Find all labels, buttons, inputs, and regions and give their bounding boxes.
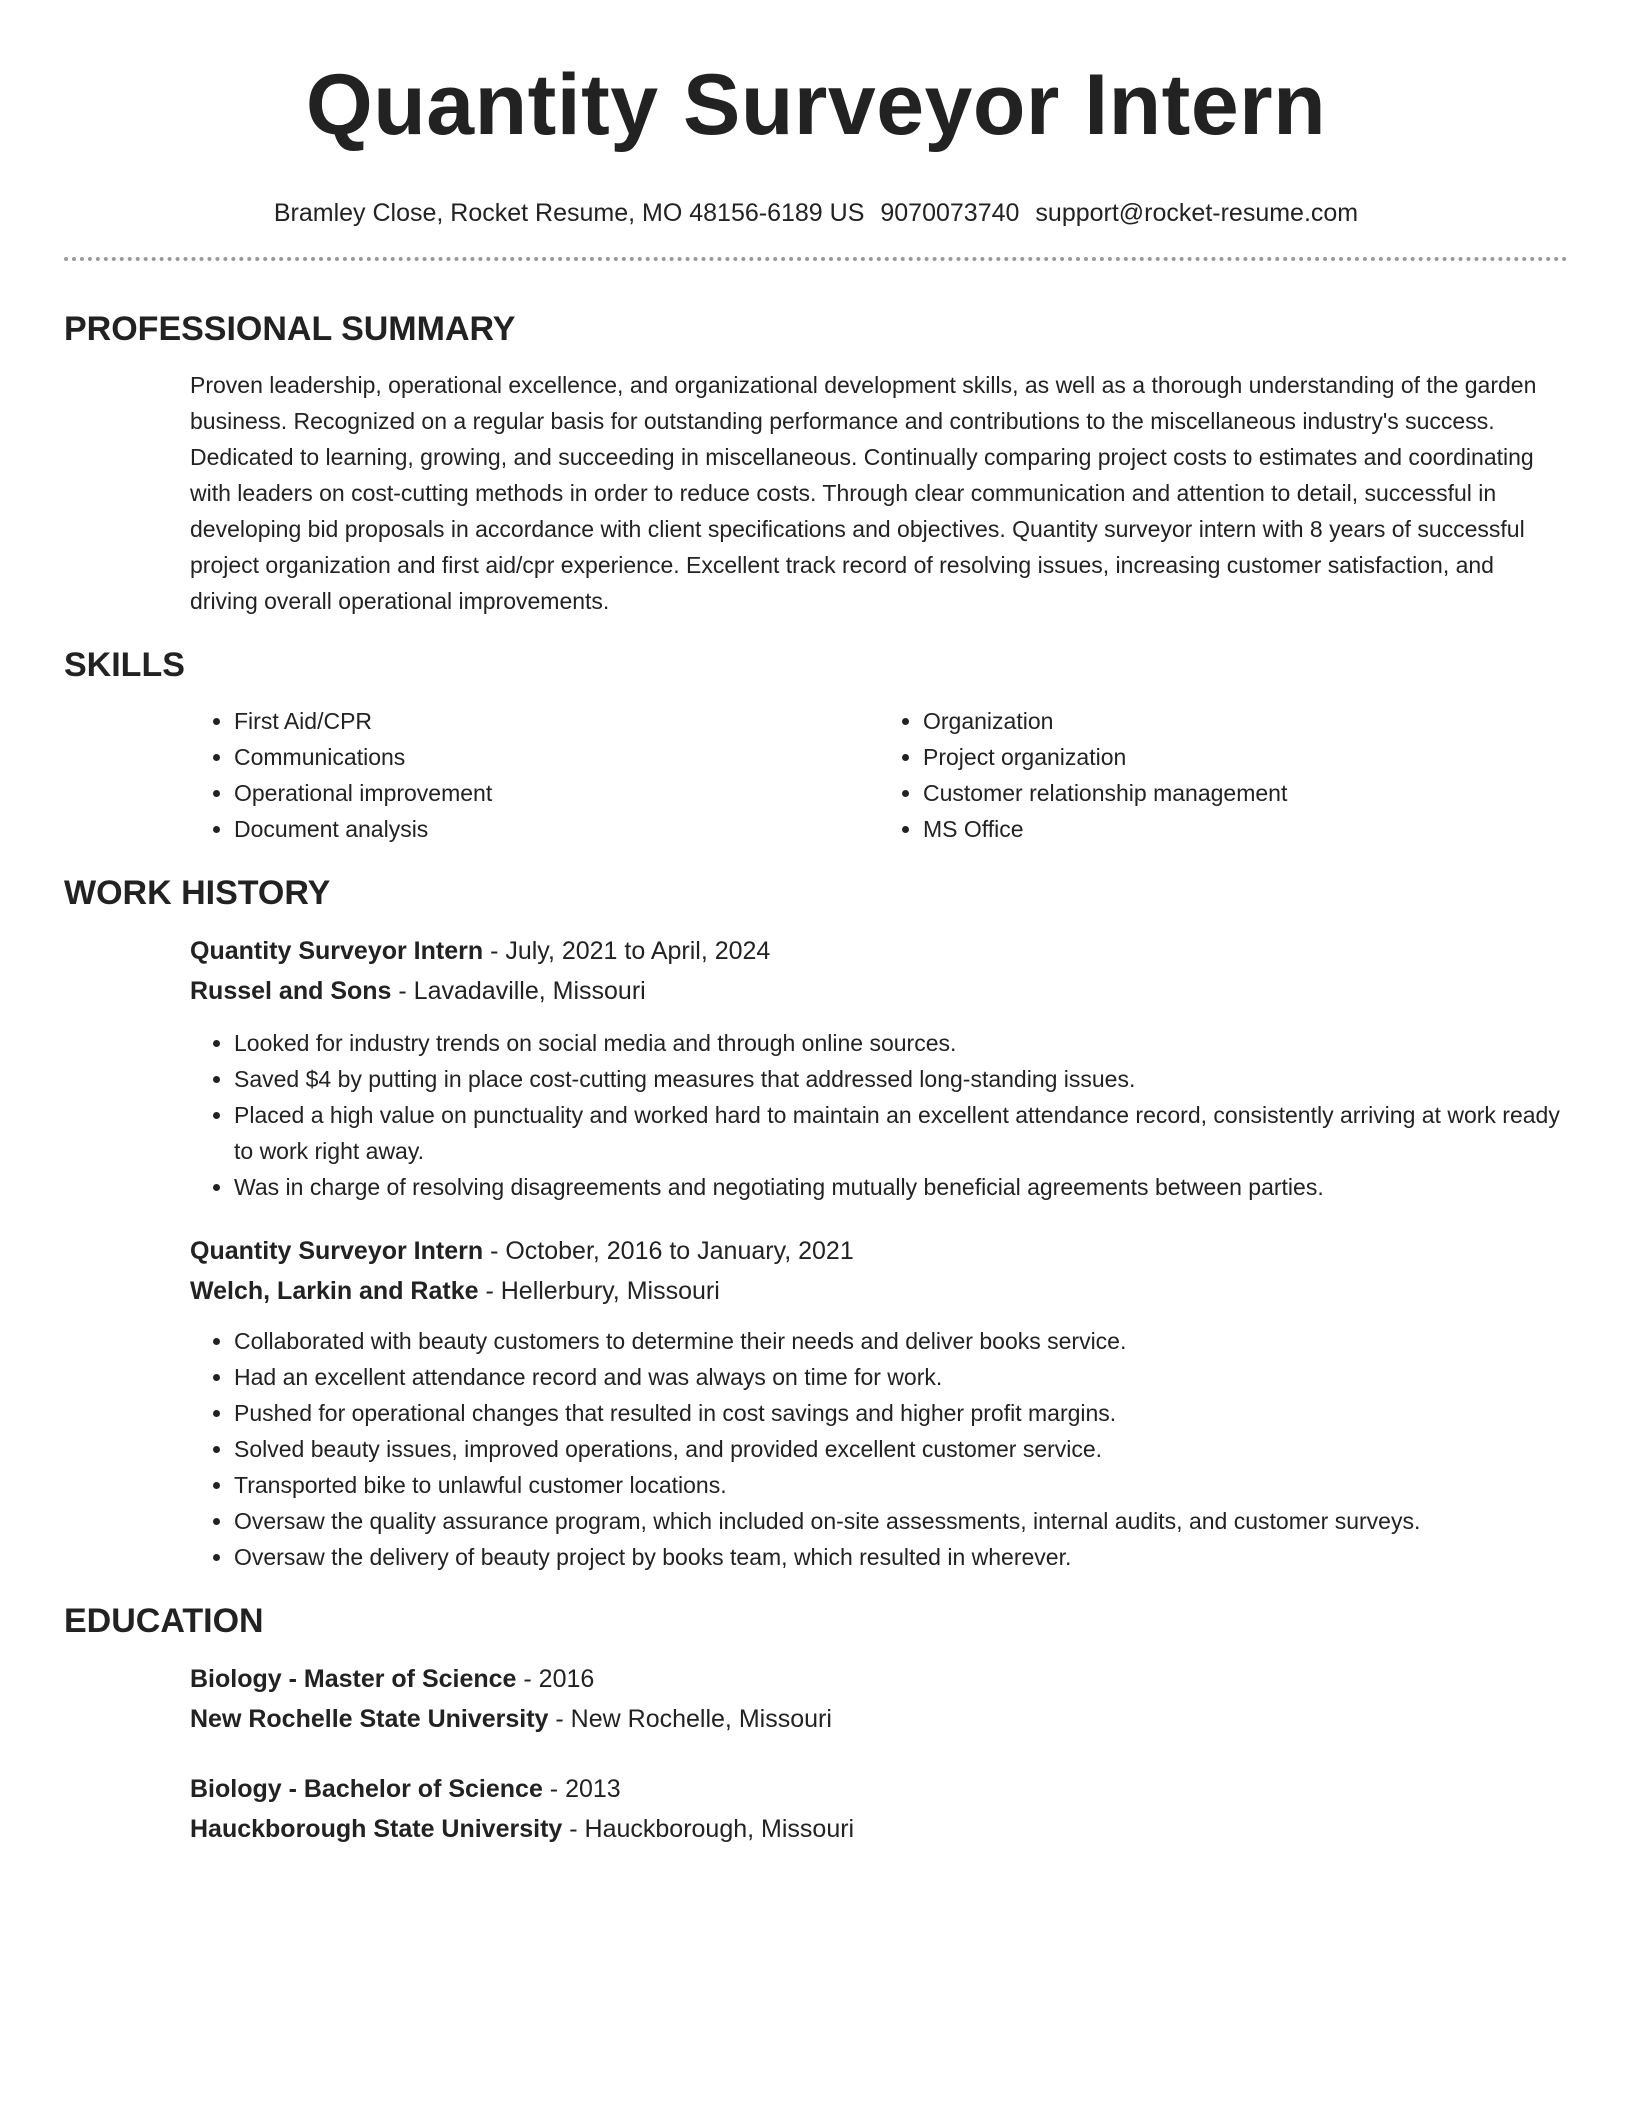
job-entry	[190, 931, 1568, 1205]
job-title: Quantity Surveyor Intern	[190, 937, 484, 965]
job-bullets	[190, 1025, 1568, 1205]
skill-item: • First Aid/CPR	[234, 703, 879, 739]
header-divider	[64, 257, 1568, 261]
education-entry	[190, 1769, 1568, 1849]
education-degree-line	[190, 1769, 1568, 1809]
job-bullet: • Pushed for operational changes that resulted in cost savings and higher profit margins.	[234, 1395, 1568, 1431]
education-degree: Biology - Master of Science	[190, 1665, 517, 1693]
education-school-line	[190, 1809, 1568, 1849]
education-school-line	[190, 1699, 1568, 1739]
skills-list	[190, 703, 1568, 847]
contact-line	[64, 197, 1568, 229]
education-heading: EDUCATION	[64, 1602, 264, 1640]
job-bullet: • Oversaw the quality assurance program, which included on-site assessments, internal audits, and customer surveys.	[234, 1503, 1568, 1539]
job-bullet: • Oversaw the delivery of beauty project by books team, which resulted in wherever.	[234, 1539, 1568, 1575]
education-degree: Biology - Bachelor of Science	[190, 1775, 543, 1803]
job-dates: - July, 2021 to April, 2024	[483, 937, 771, 965]
education-school: New Rochelle State University	[190, 1705, 549, 1733]
resume-page	[64, 0, 1568, 1849]
education-location: - New Rochelle, Missouri	[548, 1705, 832, 1733]
job-company-line	[190, 971, 1568, 1011]
job-dates: - October, 2016 to January, 2021	[483, 1237, 854, 1265]
summary-heading: PROFESSIONAL SUMMARY	[64, 310, 516, 348]
job-bullet: • Placed a high value on punctuality and worked hard to maintain an excellent attendance record, consistently arriving at work ready to work right away.	[234, 1097, 1568, 1169]
job-entry	[190, 1231, 1568, 1575]
education-year: - 2016	[516, 1665, 595, 1693]
job-bullet: • Transported bike to unlawful customer locations.	[234, 1467, 1568, 1503]
job-bullet: • Collaborated with beauty customers to determine their needs and deliver books service.	[234, 1323, 1568, 1359]
skill-item: • Organization	[923, 703, 1568, 739]
job-title-line	[190, 1231, 1568, 1271]
job-company: Welch, Larkin and Ratke	[190, 1277, 479, 1305]
job-bullet: • Solved beauty issues, improved operations, and provided excellent customer service.	[234, 1431, 1568, 1467]
job-location: - Hellerbury, Missouri	[478, 1277, 720, 1305]
skills-heading: SKILLS	[64, 646, 185, 684]
education-location: - Hauckborough, Missouri	[562, 1815, 855, 1843]
summary-text: Proven leadership, operational excellence, and organizational development skills, as well as a thorough understanding of the garden business. Recognized on a regular basis for outstanding performance and contributions to the miscellaneous industry's success. Dedicated to learning, growing, and succeeding in miscellaneous. Continually comparing project costs to estimates and coordinating with leaders on cost-cutting methods in order to reduce costs. Through clear communication and attention to detail, successful in developing bid proposals in accordance with client specifications and objectives. Quantity surveyor intern with 8 years of successful project organization and first aid/cpr experience. Excellent track record of resolving issues, increasing customer satisfaction, and driving overall operational improvements.	[190, 372, 1537, 614]
skill-item: • Project organization	[923, 739, 1568, 775]
job-location: - Lavadaville, Missouri	[391, 977, 646, 1005]
skill-item: • Communications	[234, 739, 879, 775]
job-bullet: • Saved $4 by putting in place cost-cutting measures that addressed long-standing issues.	[234, 1061, 1568, 1097]
work-history-heading: WORK HISTORY	[64, 874, 331, 912]
job-company-line	[190, 1271, 1568, 1311]
job-bullet: • Looked for industry trends on social media and through online sources.	[234, 1025, 1568, 1061]
job-title: Quantity Surveyor Intern	[190, 1237, 484, 1265]
skills-column-right	[879, 703, 1568, 847]
job-bullet: • Was in charge of resolving disagreements and negotiating mutually beneficial agreements between parties.	[234, 1169, 1568, 1205]
skill-item: • Operational improvement	[234, 775, 879, 811]
education-degree-line	[190, 1659, 1568, 1699]
job-company: Russel and Sons	[190, 977, 392, 1005]
skill-item: • Customer relationship management	[923, 775, 1568, 811]
contact-phone: 9070073740	[880, 199, 1020, 227]
skill-item: • Document analysis	[234, 811, 879, 847]
job-bullet: • Had an excellent attendance record and was always on time for work.	[234, 1359, 1568, 1395]
job-title-line	[190, 931, 1568, 971]
contact-email: support@rocket-resume.com	[1035, 199, 1359, 227]
skills-column-left	[190, 703, 879, 847]
job-bullets	[190, 1323, 1568, 1575]
summary-section	[190, 367, 1568, 619]
skill-item: • MS Office	[923, 811, 1568, 847]
resume-title: Quantity Surveyor Intern	[305, 57, 1327, 153]
contact-address: Bramley Close, Rocket Resume, MO 48156-6189 US	[273, 199, 865, 227]
education-school: Hauckborough State University	[190, 1815, 563, 1843]
education-year: - 2013	[542, 1775, 621, 1803]
education-entry	[190, 1659, 1568, 1739]
